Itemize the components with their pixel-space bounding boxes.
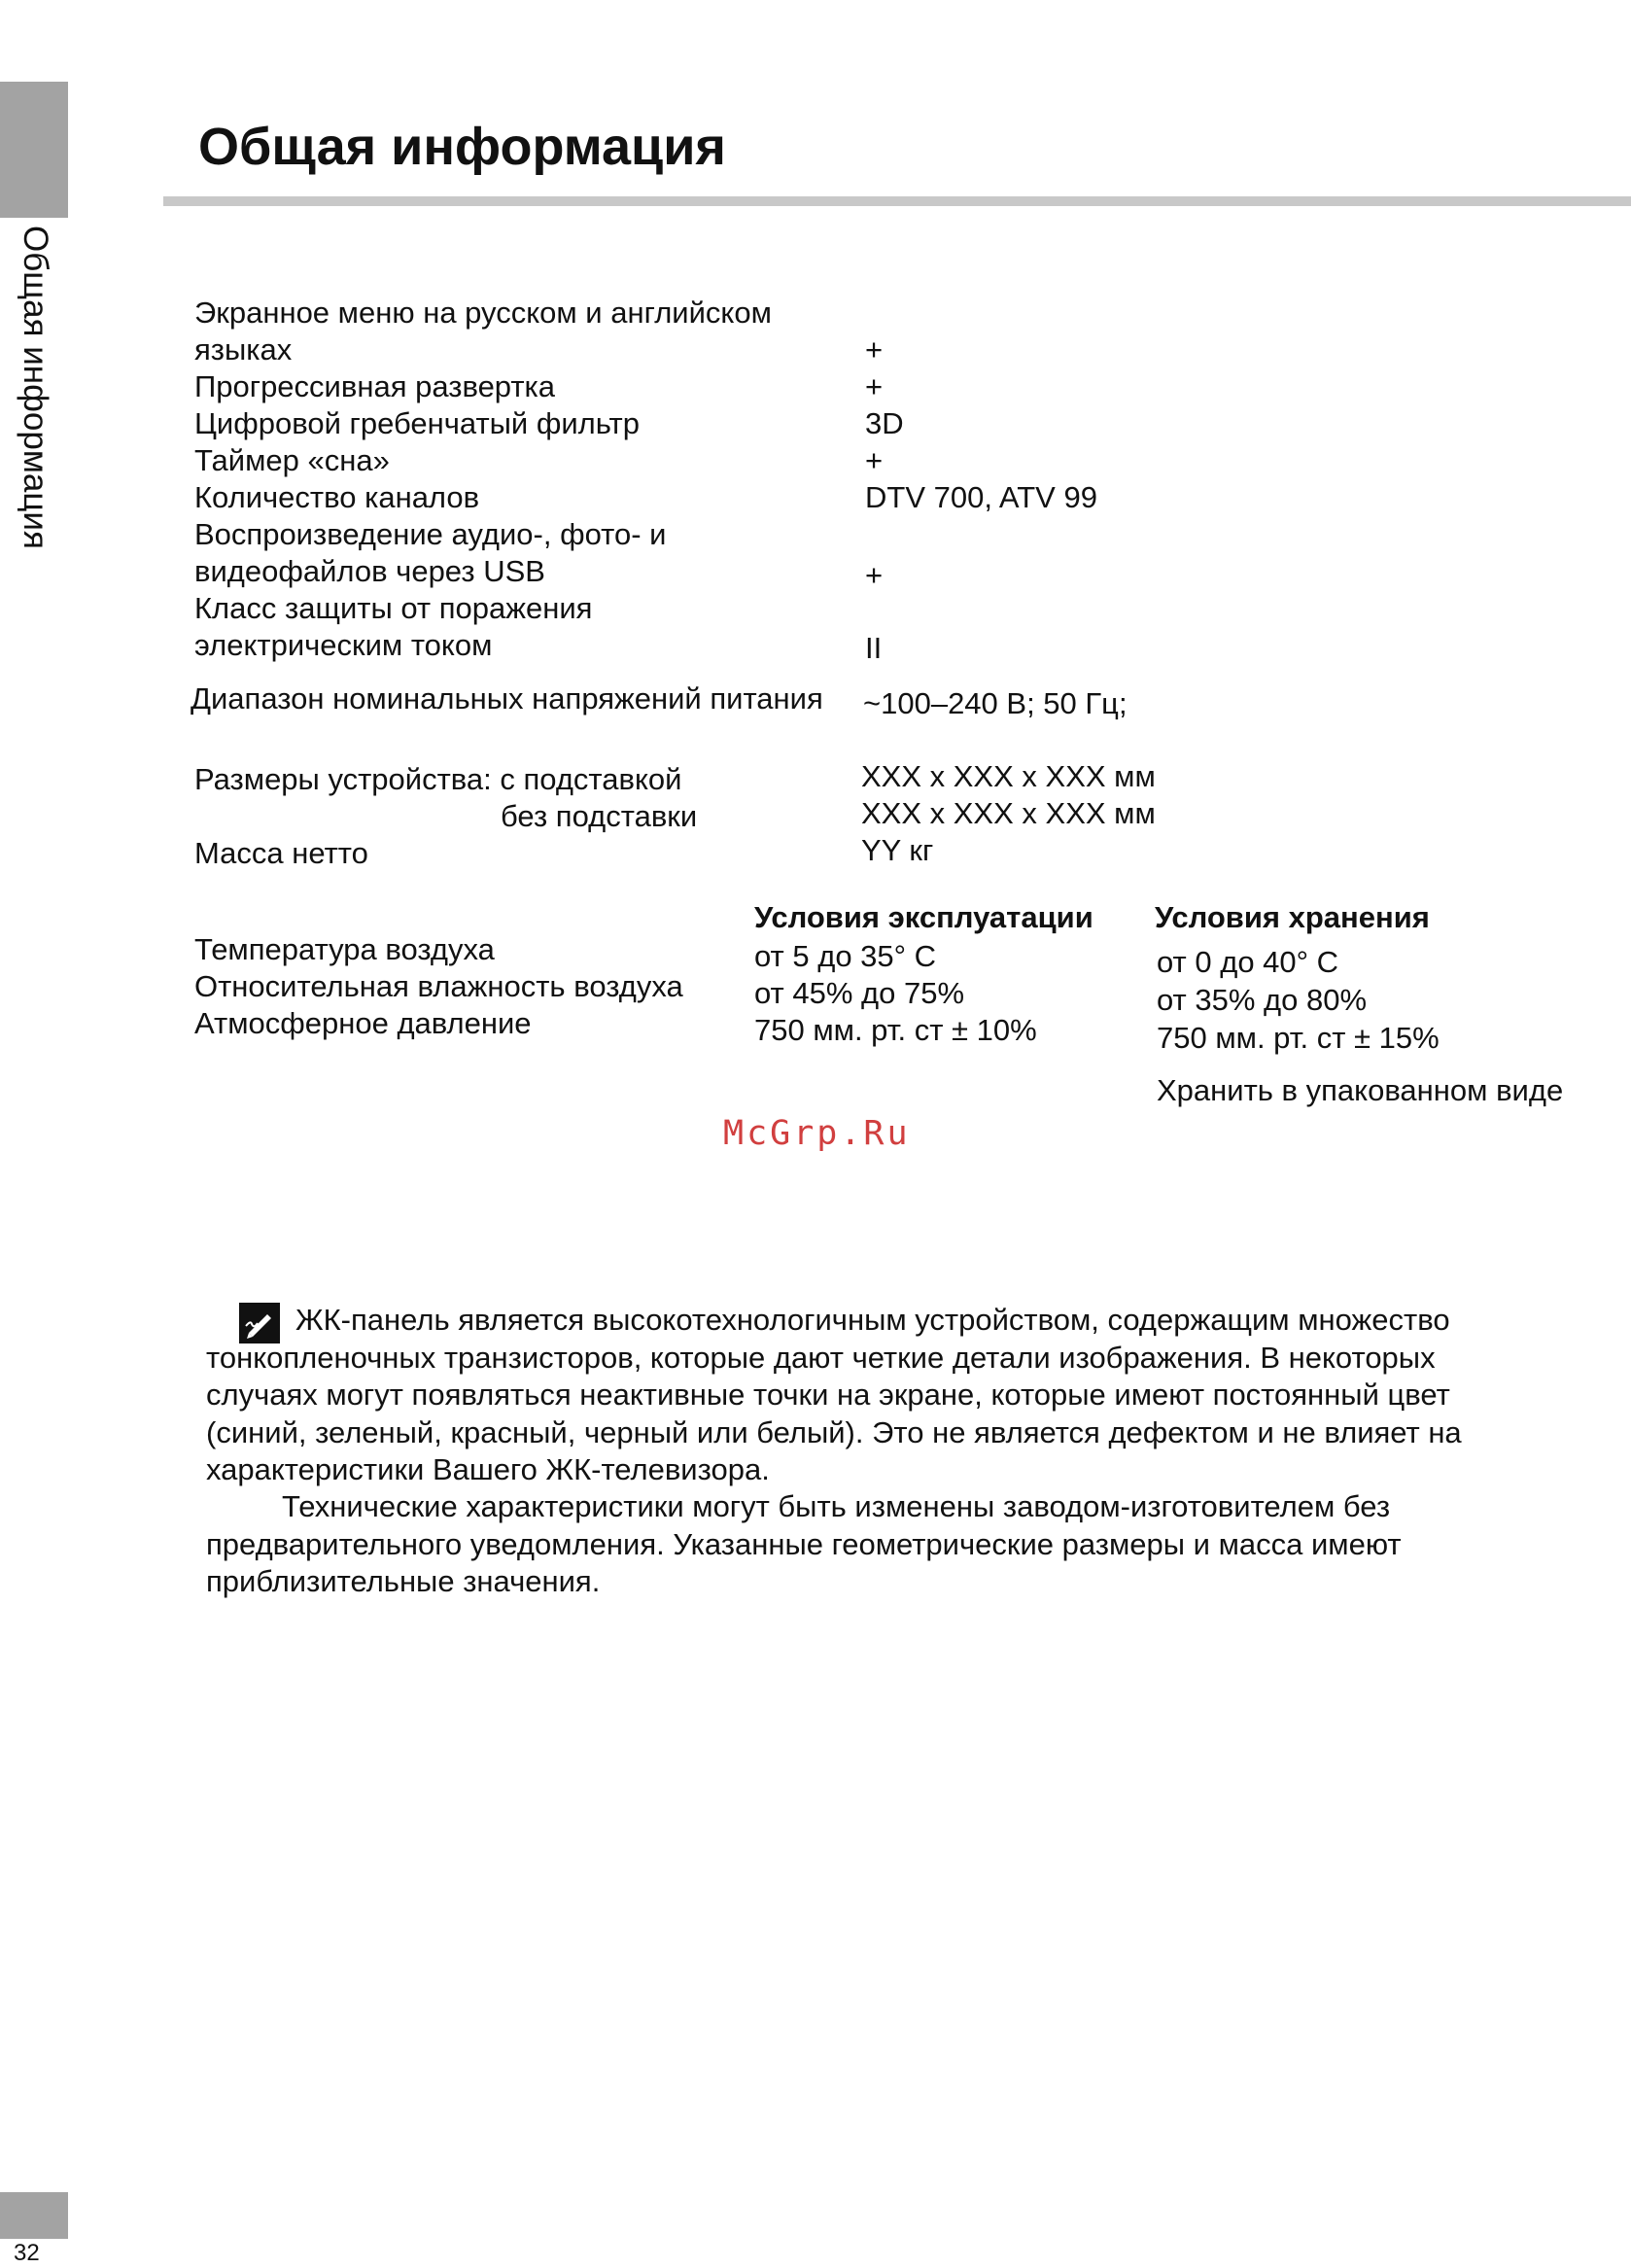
operation-value: от 5 до 35° С [754, 939, 937, 973]
feature-label: видеофайлов через USB [194, 554, 545, 588]
title-divider [163, 196, 1631, 206]
feature-label: Экранное меню на русском и английском [194, 296, 772, 330]
feature-label: электрическим током [194, 628, 493, 662]
feature-label: языках [194, 332, 293, 366]
page-title: Общая информация [198, 118, 726, 176]
storage-value: от 0 до 40° С [1157, 945, 1339, 979]
dimensions-without-stand-label: без подставки [501, 799, 698, 833]
feature-label: Количество каналов [194, 480, 480, 514]
mass-value: YY кг [861, 833, 934, 867]
note-paragraph: ЖК-панель является высокотехнологичным устройством, содержащим множество тонкопленочных транзисторов, которые дают четкие детали изображения. В некоторых случаях могут появляться неактивные точки на экране, которые имеют постоянный цвет (синий, зеленый, красный, черный или белый). Это не является дефектом и не влияет на характеристики Вашего ЖК-телевизора. [206, 1303, 1462, 1486]
feature-label: Таймер «сна» [194, 443, 390, 477]
storage-note: Хранить в упакованном виде [1157, 1073, 1564, 1107]
mass-label: Масса нетто [194, 836, 368, 870]
storage-conditions-header: Условия хранения [1155, 900, 1430, 934]
feature-value: + [865, 332, 884, 366]
dimensions-without-stand-value: XXX x XXX x XXX мм [861, 796, 1156, 830]
feature-label: Цифровой гребенчатый фильтр [194, 406, 640, 440]
voltage-label: Диапазон номинальных напряжений питания [191, 681, 823, 715]
feature-value: 3D [865, 406, 904, 440]
side-tab-marker [0, 82, 68, 218]
operation-conditions-header: Условия эксплуатации [754, 900, 1093, 934]
condition-label: Относительная влажность воздуха [194, 969, 683, 1003]
note-paragraph: Технические характеристики могут быть изменены заводом-изготовителем без предварительного уведомления. Указанные геометрические размеры и масса имеют приблизительные значения. [206, 1489, 1402, 1598]
feature-value: + [865, 369, 884, 403]
feature-value: + [865, 558, 884, 592]
page-number-tab [0, 2192, 68, 2239]
dimensions-with-stand-label: Размеры устройства: с подставкой [194, 762, 682, 796]
condition-label: Температура воздуха [194, 932, 495, 966]
operation-value: от 45% до 75% [754, 976, 965, 1010]
dimensions-with-stand-value: XXX x XXX x XXX мм [861, 759, 1156, 793]
side-tab-label: Общая информация [17, 226, 54, 549]
feature-value: + [865, 443, 884, 477]
feature-value: DTV 700, ATV 99 [865, 480, 1097, 514]
storage-value: 750 мм. рт. ст ± 15% [1157, 1021, 1440, 1055]
storage-value: от 35% до 80% [1157, 983, 1368, 1017]
feature-label: Прогрессивная развертка [194, 369, 556, 403]
voltage-value: ~100–240 В; 50 Гц; [863, 686, 1128, 720]
watermark: McGrp.Ru [723, 1114, 911, 1153]
condition-label: Атмосферное давление [194, 1006, 532, 1040]
page-number: 32 [14, 2240, 40, 2266]
feature-value: II [865, 631, 883, 665]
feature-label: Воспроизведение аудио-, фото- и [194, 517, 667, 551]
operation-value: 750 мм. рт. ст ± 10% [754, 1013, 1037, 1047]
feature-label: Класс защиты от поражения [194, 591, 593, 625]
